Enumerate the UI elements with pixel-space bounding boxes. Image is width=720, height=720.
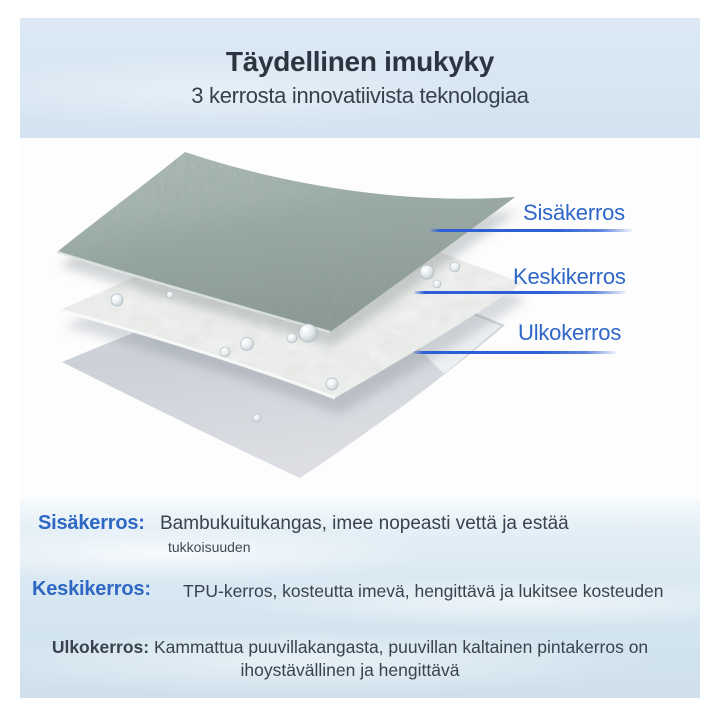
layer-label-inner: Sisäkerros [523,200,625,225]
layers-illustration [20,138,700,498]
water-droplet [299,324,317,342]
water-droplet [241,338,254,351]
outer-layer-desc-text: Kammattua puuvillakangasta, puuvillan kaltainen pintakerros on [153,637,649,657]
fabric-layers-graphic [20,138,700,498]
descriptions-panel [20,498,700,698]
inner-layer-desc-text: Bambukuitukangas, imee nopeasti vettä ja estää [160,513,569,534]
inner-layer-desc-text2: tukkoisuuden [168,539,251,555]
callout-line-outer [413,351,616,354]
water-droplet [167,292,174,299]
outer-layer-desc-label: Ulkokerros: [51,637,150,657]
page-subtitle: 3 kerrosta innovatiivista teknologiaa [191,83,529,108]
water-droplet [220,347,230,357]
water-droplet [111,294,123,306]
droplet-highlight [423,268,427,272]
water-droplet [450,262,460,272]
callout-line-inner [430,229,632,232]
inner-layer-desc-label: Sisäkerros: [38,512,145,534]
outer-layer-desc-text2: ihoystävällinen ja hengittävä [240,660,460,680]
droplet-highlight [113,296,117,300]
header-band [20,18,700,138]
page-title: Täydellinen imukyky [225,46,495,77]
droplet-highlight [302,326,307,331]
water-droplet [326,378,338,390]
layer-label-middle: Keskikerros [513,264,626,289]
callout-line-middle [414,291,626,294]
outer-layer-desc [40,636,660,682]
middle-layer-desc-label: Keskikerros: [32,578,151,600]
water-droplet [420,265,434,279]
middle-layer-desc-text: TPU-kerros, kosteutta imevä, hengittävä ja lukitsee kosteuden [183,581,664,601]
layer-label-outer: Ulkokerros [518,320,622,345]
water-droplet [287,333,297,343]
water-droplet [433,280,441,288]
water-droplet [253,414,261,422]
